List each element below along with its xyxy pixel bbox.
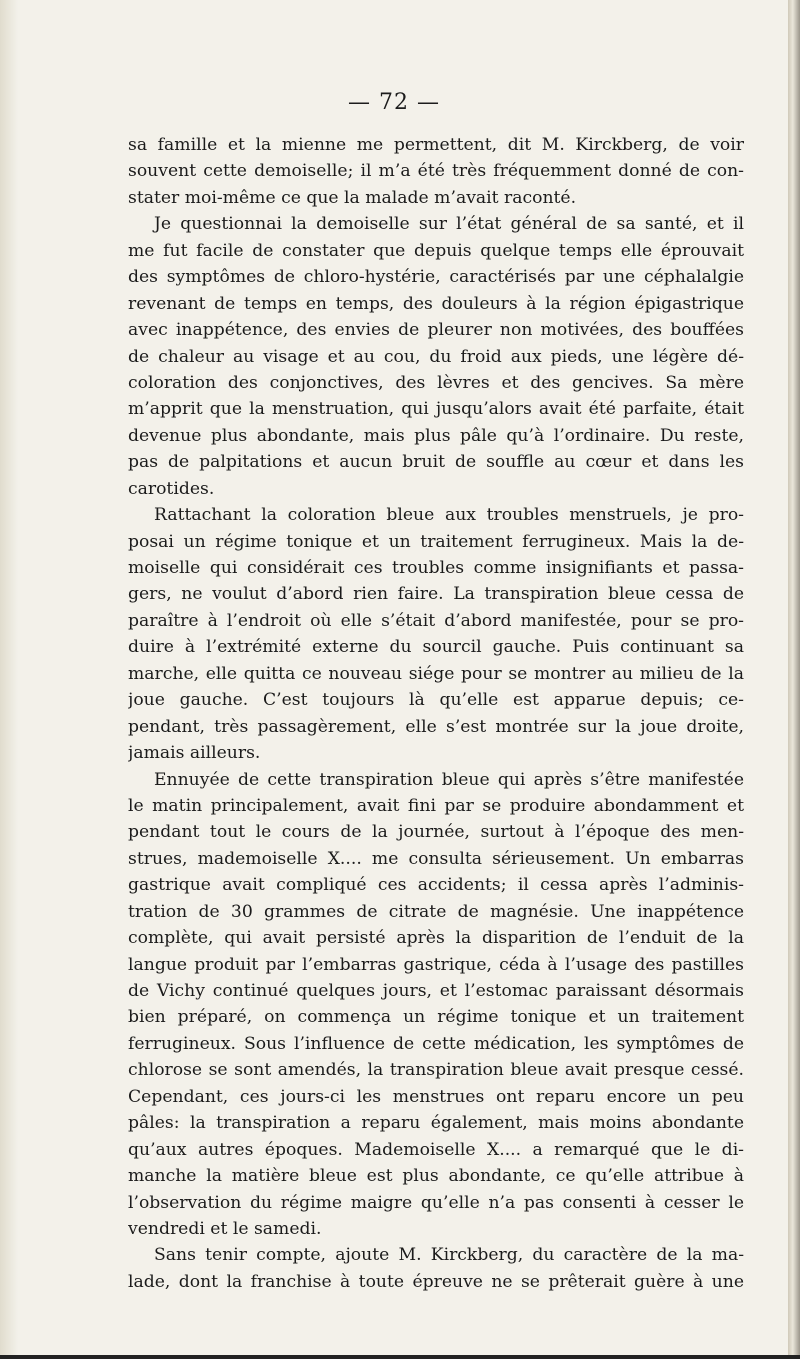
text-line: qu’aux autres époques. Mademoiselle X.... a remarqué que le di-: [128, 1139, 744, 1160]
page-number: — 72 —: [348, 90, 440, 115]
text-line: pendant tout le cours de la journée, surtout à l’époque des men-: [128, 822, 744, 843]
text-line: coloration des conjonctives, des lèvres et des gencives. Sa mère: [128, 372, 744, 393]
bottom-border: [0, 1355, 800, 1359]
body-text: [128, 132, 744, 1295]
text-line: marche, elle quitta ce nouveau siége pour se montrer au milieu de la: [128, 663, 744, 684]
text-line: me fut facile de constater que depuis quelque temps elle éprouvait: [128, 240, 744, 261]
page-edge-shadow: [788, 0, 800, 1359]
text-line: manche la matière bleue est plus abondante, ce qu’elle attribue à: [128, 1166, 744, 1187]
text-line: moiselle qui considérait ces troubles comme insignifiants et passa-: [128, 558, 744, 578]
text-line: pas de palpitations et aucun bruit de souffle au cœur et dans les: [128, 452, 744, 473]
text-line: gers, ne voulut d’abord rien faire. La transpiration bleue cessa de: [128, 584, 744, 605]
text-line: stater moi-même ce que la malade m’avait raconté.: [128, 187, 577, 208]
text-line: pâles: la transpiration a reparu également, mais moins abondante: [128, 1113, 744, 1134]
text-line: paraître à l’endroit où elle s’était d’abord manifestée, pour se pro-: [128, 610, 744, 631]
text-line: langue produit par l’embarras gastrique, céda à l’usage des pastilles: [128, 954, 744, 975]
text-line: souvent cette demoiselle; il m’a été très fréquemment donné de con-: [128, 161, 744, 182]
text-line: carotides.: [128, 478, 215, 499]
text-line: de chaleur au visage et au cou, du froid aux pieds, une légère dé-: [128, 346, 744, 367]
text-line: Sans tenir compte, ajoute M. Kirckberg, du caractère de la ma-: [154, 1245, 744, 1266]
text-line: chlorose se sont amendés, la transpiration bleue avait presque cessé.: [128, 1060, 744, 1081]
text-line: revenant de temps en temps, des douleurs à la région épigastrique: [128, 293, 744, 314]
text-line: le matin principalement, avait fini par se produire abondamment et: [128, 795, 744, 816]
text-line: duire à l’extrémité externe du sourcil gauche. Puis continuant sa: [128, 637, 744, 658]
text-line: gastrique avait compliqué ces accidents; il cessa après l’adminis-: [128, 875, 744, 896]
text-line: jamais ailleurs.: [128, 743, 261, 764]
text-line: posai un régime tonique et un traitement ferrugineux. Mais la de-: [128, 531, 744, 552]
text-line: lade, dont la franchise à toute épreuve ne se prêterait guère à une: [128, 1271, 744, 1292]
text-line: strues, mademoiselle X.... me consulta sérieusement. Un embarras: [128, 848, 744, 869]
text-line: vendredi et le samedi.: [128, 1218, 322, 1239]
page-left-shading: [0, 0, 18, 1359]
text-line: de Vichy continué quelques jours, et l’estomac paraissant désormais: [128, 981, 744, 1001]
text-line: complète, qui avait persisté après la disparition de l’enduit de la: [128, 928, 744, 949]
text-line: Je questionnai la demoiselle sur l’état général de sa santé, et il: [154, 214, 744, 235]
text-line: des symptômes de chloro-hystérie, caractérisés par une céphalalgie: [128, 267, 744, 288]
text-line: m’apprit que la menstruation, qui jusqu’alors avait été parfaite, était: [128, 399, 744, 420]
text-line: joue gauche. C’est toujours là qu’elle est apparue depuis; ce-: [128, 690, 744, 711]
text-line: ferrugineux. Sous l’influence de cette médication, les symptômes de: [128, 1033, 744, 1054]
text-line: Rattachant la coloration bleue aux troubles menstruels, je pro-: [154, 505, 744, 526]
text-line: l’observation du régime maigre qu’elle n’a pas consenti à cesser le: [128, 1192, 744, 1213]
text-line: Ennuyée de cette transpiration bleue qui après s’être manifestée: [154, 769, 744, 790]
text-line: sa famille et la mienne me permettent, dit M. Kirckberg, de voir: [128, 135, 744, 155]
text-line: bien préparé, on commença un régime tonique et un traitement: [128, 1007, 744, 1028]
text-line: Cependant, ces jours-ci les menstrues ont reparu encore un peu: [128, 1086, 744, 1107]
text-line: pendant, très passagèrement, elle s’est montrée sur la joue droite,: [128, 716, 744, 737]
text-line: avec inappétence, des envies de pleurer non motivées, des bouffées: [128, 320, 744, 341]
text-line: devenue plus abondante, mais plus pâle qu’à l’ordinaire. Du reste,: [128, 425, 744, 446]
text-line: tration de 30 grammes de citrate de magnésie. Une inappétence: [128, 901, 744, 922]
